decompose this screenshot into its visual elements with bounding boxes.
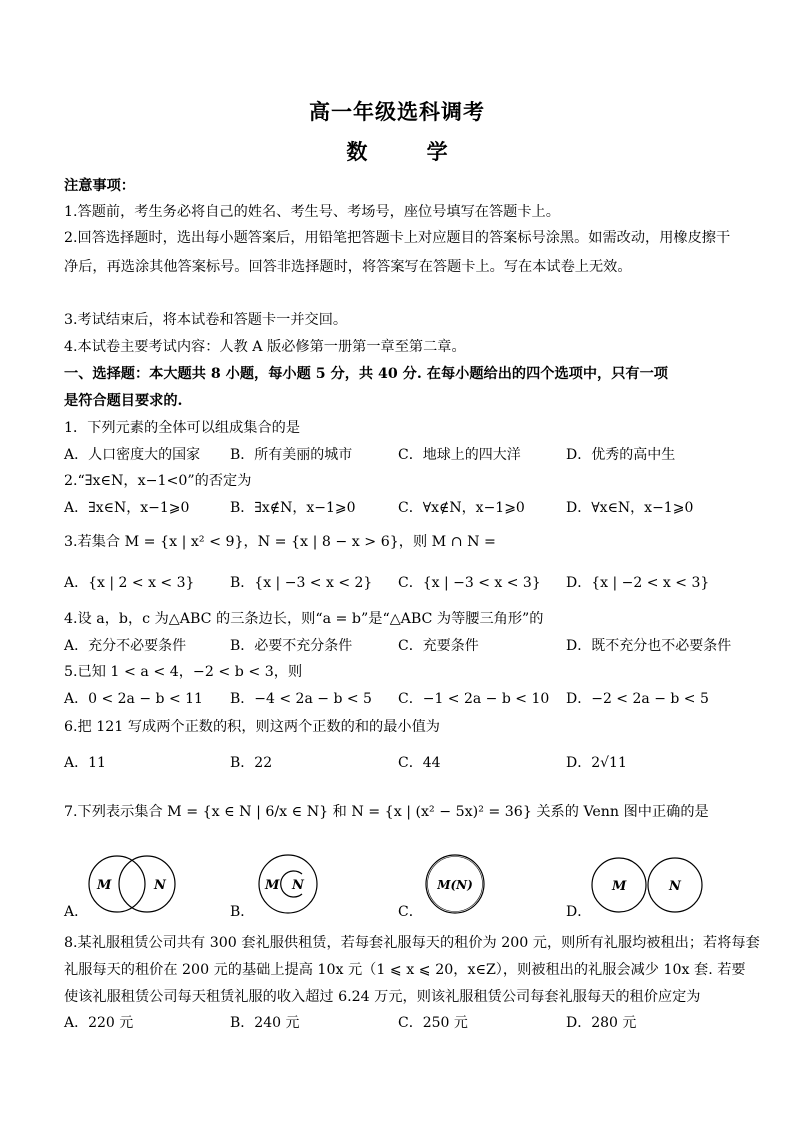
- q7-option-a[interactable]: A．: [64, 904, 89, 920]
- q8-option-a[interactable]: A．220 元: [64, 1015, 134, 1031]
- question-4-stem: 4.设 a，b，c 为△ABC 的三条边长，则“a = b”是“△ABC 为等腰三角形”的: [64, 611, 544, 627]
- question-8-stem-line-3: 使该礼服租赁公司每天租赁礼服的收入超过 6.24 万元，则该礼服租赁公司每套礼服每天的租价应定为: [64, 989, 701, 1005]
- q3-option-c[interactable]: C．{x | −3 < x < 3}: [398, 575, 541, 591]
- q8-option-d[interactable]: D．280 元: [566, 1015, 637, 1031]
- venn-diagram-a: [84, 852, 184, 916]
- q2-option-a[interactable]: A．∃x∈N，x−1⩾0: [64, 500, 190, 516]
- q5-option-c[interactable]: C．−1 < 2a − b < 10: [398, 691, 550, 707]
- venn-b-n-label: N: [292, 878, 304, 893]
- venn-a-n-label: N: [154, 878, 166, 893]
- q4-option-d[interactable]: D．既不充分也不必要条件: [566, 638, 732, 654]
- question-8-stem-line-2: 礼服每天的租价在 200 元的基础上提高 10x 元（1 ⩽ x ⩽ 20，x∈Z），则被租出的礼服会减少 10x 套. 若要: [64, 962, 746, 978]
- notice-item-4: 4.本试卷主要考试内容：人教 A 版必修第一册第一章至第二章。: [64, 339, 466, 355]
- question-2-stem: 2.“∃x∈N，x−1<0”的否定为: [64, 473, 252, 489]
- q3-option-b[interactable]: B．{x | −3 < x < 2}: [230, 575, 373, 591]
- q8-option-c[interactable]: C．250 元: [398, 1015, 468, 1031]
- q6-option-d[interactable]: D．2√11: [566, 755, 627, 771]
- q1-option-b[interactable]: B．所有美丽的城市: [230, 447, 353, 463]
- venn-c-label: M(N): [437, 878, 473, 892]
- q3-option-a[interactable]: A．{x | 2 < x < 3}: [64, 575, 195, 591]
- q7-option-b[interactable]: B．: [230, 904, 255, 920]
- q2-option-c[interactable]: C．∀x∉N，x−1⩾0: [398, 500, 525, 516]
- notice-item-2: 2.回答选择题时，选出每小题答案后，用铅笔把答题卡上对应题目的答案标号涂黑。如需改动，用橡皮擦干净后，再选涂其他答案标号。回答非选择题时，将答案写在答题卡上。写在本试卷上无效。: [64, 230, 731, 275]
- q6-option-a[interactable]: A．11: [64, 755, 106, 771]
- question-3-stem: 3.若集合 M = {x | x² < 9}，N = {x | 8 − x > 6}，则 M ∩ N =: [64, 534, 496, 550]
- q4-option-a[interactable]: A．充分不必要条件: [64, 638, 187, 654]
- q4-option-b[interactable]: B．必要不充分条件: [230, 638, 353, 654]
- section-heading-a: 一、选择题：本大题共 8 小题，每小题 5 分，共 40 分. 在每小题给出的四个选项中，只有一项: [64, 366, 668, 382]
- exam-title: 高一年级选科调考: [309, 99, 485, 124]
- q3-option-d[interactable]: D．{x | −2 < x < 3}: [566, 575, 710, 591]
- q1-option-a[interactable]: A．人口密度大的国家: [64, 447, 201, 463]
- q6-option-b[interactable]: B．22: [230, 755, 273, 771]
- venn-diagram-b: [254, 852, 324, 916]
- question-8-stem-line-1: 8.某礼服租赁公司共有 300 套礼服供租赁，若每套礼服每天的租价为 200 元，则所有礼服均被租出；若将每套: [64, 935, 760, 951]
- q5-option-a[interactable]: A．0 < 2a − b < 11: [64, 691, 203, 707]
- q1-option-c[interactable]: C．地球上的四大洋: [398, 447, 521, 463]
- notice-item-1: 1.答题前，考生务必将自己的姓名、考生号、考场号，座位号填写在答题卡上。: [64, 204, 560, 220]
- q7-option-d[interactable]: D．: [566, 904, 592, 920]
- venn-a-m-label: M: [97, 878, 112, 893]
- notice-item-3: 3.考试结束后，将本试卷和答题卡一并交回。: [64, 312, 348, 328]
- venn-diagram-c: [420, 852, 490, 916]
- q2-option-d[interactable]: D．∀x∈N，x−1⩾0: [566, 500, 694, 516]
- venn-d-n-label: N: [669, 879, 681, 894]
- subject-title: 数 学: [346, 139, 474, 164]
- q8-option-b[interactable]: B．240 元: [230, 1015, 300, 1031]
- venn-b-m-label: M: [265, 878, 280, 893]
- section-heading-b: 是符合题目要求的.: [64, 393, 183, 409]
- venn-diagram-d: [590, 852, 706, 916]
- q1-option-d[interactable]: D．优秀的高中生: [566, 447, 676, 463]
- notice-heading: 注意事项：: [64, 178, 135, 194]
- question-1-stem: 1．下列元素的全体可以组成集合的是: [64, 420, 301, 436]
- question-6-stem: 6.把 121 写成两个正数的积，则这两个正数的和的最小值为: [64, 719, 440, 735]
- question-5-stem: 5.已知 1 < a < 4，−2 < b < 3，则: [64, 664, 303, 680]
- q5-option-b[interactable]: B．−4 < 2a − b < 5: [230, 691, 372, 707]
- question-7-stem: 7.下列表示集合 M = {x ∈ N | 6/x ∈ N} 和 N = {x | (x² − 5x)² = 36} 关系的 Venn 图中正确的是: [64, 804, 709, 820]
- q7-option-c[interactable]: C．: [398, 904, 423, 920]
- venn-d-m-label: M: [612, 879, 627, 894]
- q4-option-c[interactable]: C．充要条件: [398, 638, 479, 654]
- q5-option-d[interactable]: D．−2 < 2a − b < 5: [566, 691, 709, 707]
- q6-option-c[interactable]: C．44: [398, 755, 441, 771]
- q2-option-b[interactable]: B．∃x∉N，x−1⩾0: [230, 500, 356, 516]
